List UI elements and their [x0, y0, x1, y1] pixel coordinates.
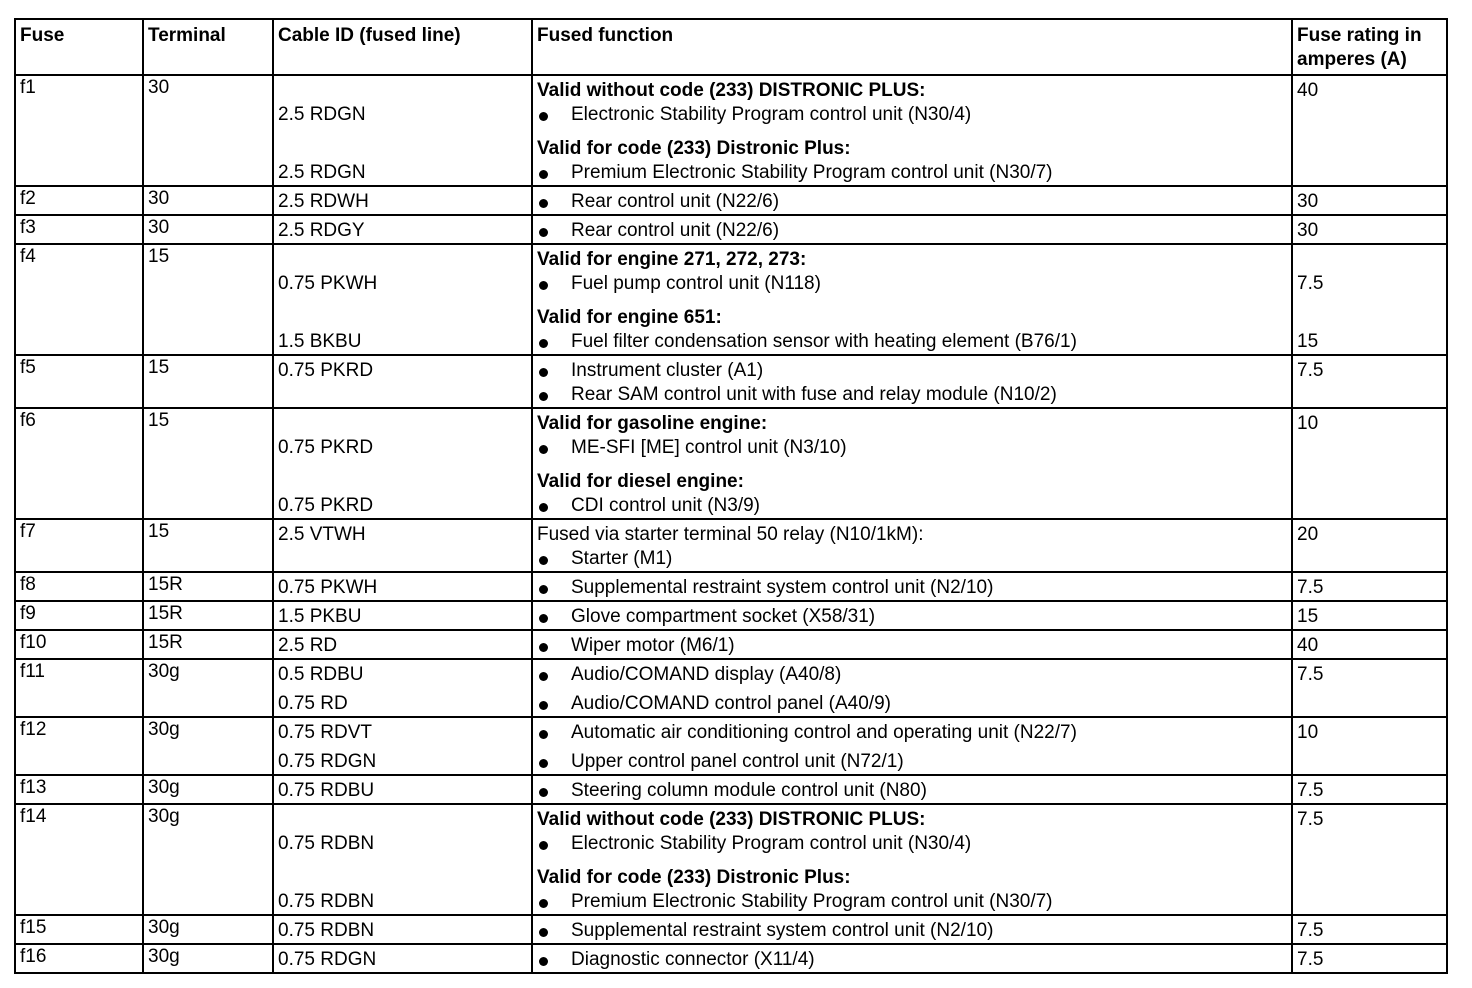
cable-id: 0.75 RDVT: [278, 722, 372, 743]
cable-id: 1.5 PKBU: [278, 606, 362, 627]
function-group: [537, 631, 1287, 658]
bullet-item: ME-SFI [ME] control unit (N3/10): [537, 436, 1287, 460]
cable-id: 1.5 BKBU: [278, 331, 362, 352]
function-cell: [532, 659, 1292, 717]
cable-id: 2.5 VTWH: [278, 524, 366, 545]
bullet-item: Fuel filter condensation sensor with heating element (B76/1): [537, 330, 1287, 354]
cable-id: 0.75 PKWH: [278, 577, 378, 598]
rating-cell: [1292, 717, 1447, 775]
fuse-cell: f2: [15, 186, 143, 215]
cable-cell: [273, 601, 532, 630]
rating-value: 7.5: [1297, 577, 1324, 598]
terminal-cell: 15R: [143, 572, 273, 601]
rating-value: 7.5: [1297, 273, 1324, 294]
table-row: [15, 519, 1447, 572]
cable-group: [278, 863, 527, 914]
cable-id: 2.5 RDWH: [278, 191, 369, 212]
spacer: [1297, 248, 1442, 272]
function-cell: [532, 717, 1292, 775]
fuse-cell: f4: [15, 244, 143, 355]
terminal-cell: 15: [143, 519, 273, 572]
condition-heading: Valid for engine 271, 272, 273:: [537, 249, 807, 270]
bullet-item: Premium Electronic Stability Program control unit (N30/7): [537, 161, 1287, 185]
cable-cell: [273, 944, 532, 973]
bullet-item: Audio/COMAND control panel (A40/9): [537, 692, 1287, 716]
cable-group: [278, 805, 527, 856]
function-group: [537, 76, 1287, 127]
cable-id: 2.5 RD: [278, 635, 338, 656]
cable-id: 0.75 RDBN: [278, 891, 375, 912]
cable-group: [278, 187, 527, 214]
function-group: [537, 303, 1287, 354]
cable-cell: [273, 915, 532, 944]
bullet-item: Diagnostic connector (X11/4): [537, 948, 1287, 972]
table-row: [15, 408, 1447, 519]
spacer: [278, 808, 527, 832]
table-body: [15, 75, 1447, 973]
terminal-cell: 30: [143, 75, 273, 186]
cable-group: [278, 76, 527, 127]
fuse-cell: f3: [15, 215, 143, 244]
bullet-item: Supplemental restraint system control unit (N2/10): [537, 576, 1287, 600]
condition-heading: Valid for engine 651:: [537, 307, 722, 328]
cable-id: 0.75 RDGN: [278, 751, 377, 772]
bullet-item: Electronic Stability Program control unit (N30/4): [537, 103, 1287, 127]
function-group: [537, 805, 1287, 856]
cable-cell: [273, 775, 532, 804]
rating-value: 15: [1297, 606, 1319, 627]
function-group: [537, 776, 1287, 803]
rating-cell: [1292, 355, 1447, 408]
function-group: [537, 216, 1287, 243]
cable-group: [278, 631, 527, 658]
fuse-cell: f9: [15, 601, 143, 630]
bullet-item: Automatic air conditioning control and operating unit (N22/7): [537, 721, 1287, 745]
cable-cell: [273, 630, 532, 659]
header-row: [15, 19, 1447, 75]
header-terminal: Terminal: [143, 19, 273, 75]
spacer: [278, 248, 527, 272]
rating-cell: [1292, 944, 1447, 973]
cable-group: [278, 216, 527, 243]
spacer: [278, 470, 527, 494]
cable-cell: [273, 355, 532, 408]
cable-id: 0.75 RDBU: [278, 780, 375, 801]
rating-group: [1297, 245, 1442, 296]
table-row: [15, 804, 1447, 915]
fuse-cell: f15: [15, 915, 143, 944]
rating-cell: [1292, 775, 1447, 804]
function-group: [537, 945, 1287, 972]
rating-value: 10: [1297, 722, 1319, 743]
rating-cell: [1292, 630, 1447, 659]
function-cell: [532, 601, 1292, 630]
terminal-cell: 15: [143, 408, 273, 519]
fuse-table: [14, 18, 1448, 974]
rating-value: 7.5: [1297, 949, 1324, 970]
rating-cell: [1292, 408, 1447, 519]
function-group: [537, 409, 1287, 460]
terminal-cell: 30g: [143, 775, 273, 804]
cable-group: [278, 520, 527, 547]
spacer: [1297, 306, 1442, 330]
function-group: [537, 718, 1287, 774]
cable-group: [278, 602, 527, 629]
function-cell: [532, 775, 1292, 804]
rating-value: 7.5: [1297, 809, 1324, 830]
rating-cell: [1292, 519, 1447, 572]
bullet-item: Instrument cluster (A1): [537, 359, 1287, 383]
fuse-cell: f12: [15, 717, 143, 775]
spacer: [278, 866, 527, 890]
function-cell: [532, 804, 1292, 915]
function-group: [537, 356, 1287, 407]
rating-value: 7.5: [1297, 920, 1324, 941]
bullet-item: Electronic Stability Program control unit (N30/4): [537, 832, 1287, 856]
function-group: [537, 863, 1287, 914]
cable-group: [278, 776, 527, 803]
bullet-item: Rear control unit (N22/6): [537, 190, 1287, 214]
function-group: [537, 187, 1287, 214]
table-row: [15, 355, 1447, 408]
terminal-cell: 30g: [143, 659, 273, 717]
table-row: [15, 717, 1447, 775]
cable-cell: [273, 244, 532, 355]
cable-cell: [273, 659, 532, 717]
cable-group: [278, 718, 527, 774]
fuse-cell: f14: [15, 804, 143, 915]
cable-cell: [273, 572, 532, 601]
fuse-cell: f13: [15, 775, 143, 804]
table-row: [15, 775, 1447, 804]
condition-heading: Valid for diesel engine:: [537, 471, 744, 492]
rating-value: 7.5: [1297, 360, 1324, 381]
cable-group: [278, 660, 527, 716]
cable-id: 0.75 PKRD: [278, 360, 374, 381]
condition-heading: Valid for gasoline engine:: [537, 413, 768, 434]
cable-cell: [273, 717, 532, 775]
rating-value: 40: [1297, 80, 1319, 101]
terminal-cell: 30: [143, 215, 273, 244]
fuse-cell: f16: [15, 944, 143, 973]
cable-id: 0.75 PKWH: [278, 273, 378, 294]
table-row: [15, 244, 1447, 355]
cable-cell: [273, 75, 532, 186]
function-group: [537, 467, 1287, 518]
cable-group: [278, 245, 527, 296]
function-cell: [532, 572, 1292, 601]
cable-id: 0.75 RDBN: [278, 920, 375, 941]
bullet-item: Upper control panel control unit (N72/1): [537, 750, 1287, 774]
cable-id: 0.75 RDGN: [278, 949, 377, 970]
spacer: [278, 306, 527, 330]
cable-group: [278, 467, 527, 518]
rating-value: 20: [1297, 524, 1319, 545]
terminal-cell: 15R: [143, 601, 273, 630]
cable-group: [278, 916, 527, 943]
function-cell: [532, 75, 1292, 186]
cable-group: [278, 134, 527, 185]
cable-id: 0.75 PKRD: [278, 437, 374, 458]
rating-cell: [1292, 75, 1447, 186]
condition-heading: Valid for code (233) Distronic Plus:: [537, 138, 851, 159]
bullet-item: Glove compartment socket (X58/31): [537, 605, 1287, 629]
table-row: [15, 944, 1447, 973]
rating-cell: [1292, 804, 1447, 915]
cable-cell: [273, 408, 532, 519]
bullet-item: Starter (M1): [537, 547, 1287, 571]
cable-cell: [273, 186, 532, 215]
rating-value: 7.5: [1297, 664, 1324, 685]
rating-cell: [1292, 572, 1447, 601]
function-cell: [532, 408, 1292, 519]
header-fuse-rating: Fuse rating in amperes (A): [1292, 19, 1447, 75]
rating-value: 40: [1297, 635, 1319, 656]
bullet-item: Steering column module control unit (N80): [537, 779, 1287, 803]
cable-cell: [273, 215, 532, 244]
rating-cell: [1292, 215, 1447, 244]
function-group: [537, 134, 1287, 185]
spacer: [278, 137, 527, 161]
cable-group: [278, 945, 527, 972]
spacer: [278, 412, 527, 436]
function-group: [537, 660, 1287, 716]
rating-value: 10: [1297, 413, 1319, 434]
function-group: [537, 602, 1287, 629]
bullet-item: Rear control unit (N22/6): [537, 219, 1287, 243]
cable-id: 0.75 RDBN: [278, 833, 375, 854]
function-group: [537, 573, 1287, 600]
function-cell: [532, 630, 1292, 659]
bullet-item: Fuel pump control unit (N118): [537, 272, 1287, 296]
cable-cell: [273, 804, 532, 915]
terminal-cell: 30g: [143, 804, 273, 915]
rating-value: 7.5: [1297, 780, 1324, 801]
cable-group: [278, 303, 527, 354]
fuse-cell: f10: [15, 630, 143, 659]
function-cell: [532, 244, 1292, 355]
terminal-cell: 30g: [143, 915, 273, 944]
function-cell: [532, 519, 1292, 572]
rating-cell: [1292, 186, 1447, 215]
function-cell: [532, 355, 1292, 408]
bullet-item: Wiper motor (M6/1): [537, 634, 1287, 658]
terminal-cell: 30g: [143, 717, 273, 775]
terminal-cell: 15: [143, 355, 273, 408]
rating-group: [1297, 303, 1442, 354]
cable-group: [278, 573, 527, 600]
rating-value: 15: [1297, 331, 1319, 352]
header-cable-id: Cable ID (fused line): [273, 19, 532, 75]
rating-cell: [1292, 915, 1447, 944]
cable-id: 2.5 RDGN: [278, 162, 366, 183]
cable-group: [278, 409, 527, 460]
fuse-cell: f5: [15, 355, 143, 408]
condition-heading: Valid for code (233) Distronic Plus:: [537, 867, 851, 888]
table-row: [15, 75, 1447, 186]
table-row: [15, 572, 1447, 601]
terminal-cell: 15: [143, 244, 273, 355]
rating-value: 30: [1297, 220, 1319, 241]
bullet-item: Rear SAM control unit with fuse and relay module (N10/2): [537, 383, 1287, 407]
function-cell: [532, 944, 1292, 973]
bullet-item: Audio/COMAND display (A40/8): [537, 663, 1287, 687]
condition-heading: Valid without code (233) DISTRONIC PLUS:: [537, 809, 926, 830]
terminal-cell: 15R: [143, 630, 273, 659]
header-fuse: Fuse: [15, 19, 143, 75]
table-row: [15, 659, 1447, 717]
bullet-item: CDI control unit (N3/9): [537, 494, 1287, 518]
cable-id: 0.5 RDBU: [278, 664, 364, 685]
table-row: [15, 915, 1447, 944]
cable-id: 2.5 RDGY: [278, 220, 365, 241]
spacer: [278, 79, 527, 103]
fuse-cell: f1: [15, 75, 143, 186]
table-row: [15, 601, 1447, 630]
header-fused-function: Fused function: [532, 19, 1292, 75]
cable-cell: [273, 519, 532, 572]
function-group: [537, 520, 1287, 571]
table-row: [15, 215, 1447, 244]
table-row: [15, 630, 1447, 659]
condition-heading: Valid without code (233) DISTRONIC PLUS:: [537, 80, 926, 101]
fuse-cell: f7: [15, 519, 143, 572]
function-group: [537, 916, 1287, 943]
rating-cell: [1292, 244, 1447, 355]
rating-cell: [1292, 601, 1447, 630]
fuse-cell: f8: [15, 572, 143, 601]
terminal-cell: 30g: [143, 944, 273, 973]
fuse-cell: f6: [15, 408, 143, 519]
fuse-cell: f11: [15, 659, 143, 717]
function-cell: [532, 215, 1292, 244]
function-cell: [532, 915, 1292, 944]
function-cell: [532, 186, 1292, 215]
cable-id: 0.75 RD: [278, 693, 348, 714]
rating-value: 30: [1297, 191, 1319, 212]
fused-via-note: Fused via starter terminal 50 relay (N10/1kM):: [537, 524, 924, 545]
cable-group: [278, 356, 527, 383]
function-group: [537, 245, 1287, 296]
bullet-item: Premium Electronic Stability Program control unit (N30/7): [537, 890, 1287, 914]
bullet-item: Supplemental restraint system control unit (N2/10): [537, 919, 1287, 943]
rating-cell: [1292, 659, 1447, 717]
cable-id: 0.75 PKRD: [278, 495, 374, 516]
terminal-cell: 30: [143, 186, 273, 215]
cable-id: 2.5 RDGN: [278, 104, 366, 125]
table-row: [15, 186, 1447, 215]
